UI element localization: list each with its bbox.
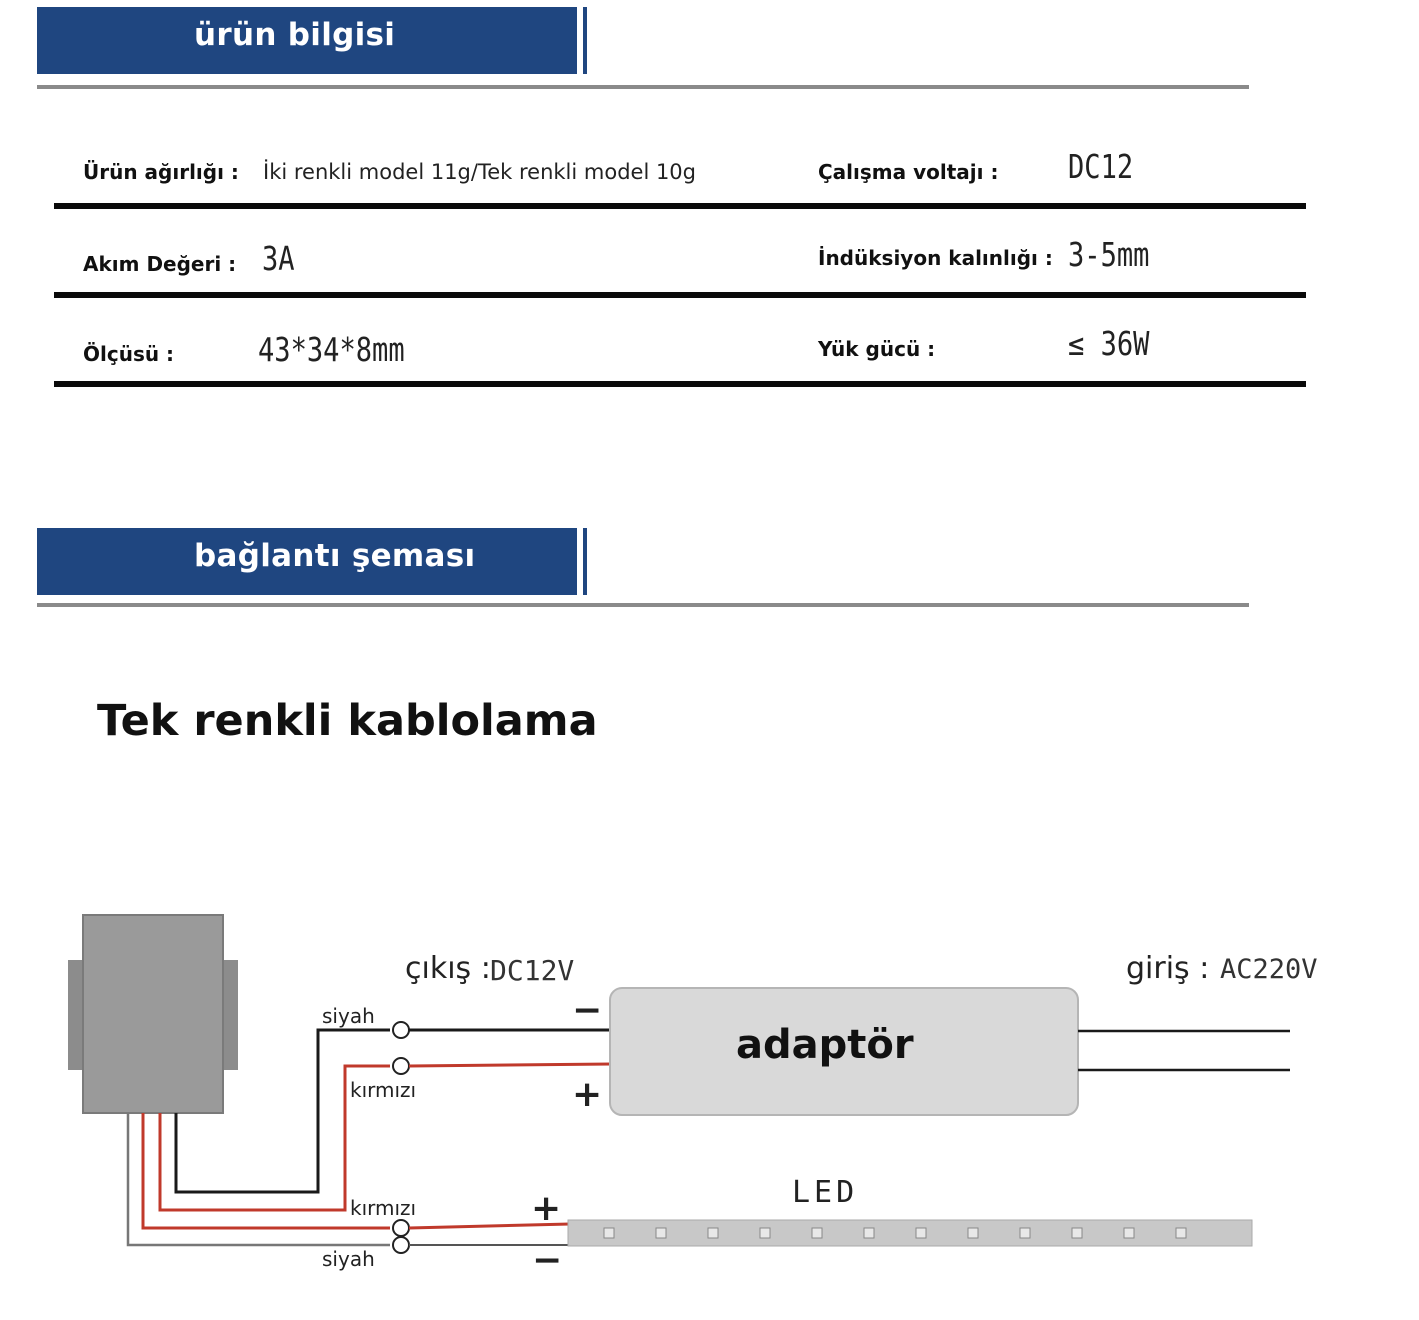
input-value: AC220V <box>1220 954 1318 985</box>
weight-value: İki renkli model 11g/Tek renkli model 10g <box>263 160 697 184</box>
wire-label-red-top: kırmızı <box>350 1078 417 1102</box>
wiring-diagram <box>0 860 1419 1320</box>
row-divider <box>54 292 1306 298</box>
wire-label-black-bottom: siyah <box>322 1247 375 1271</box>
wiring-heading: Tek renkli kablolama <box>97 696 598 746</box>
section-header-wiring <box>37 528 577 595</box>
output-value: DC12V <box>490 954 575 987</box>
led-plus-sign: + <box>531 1188 562 1229</box>
current-value: 3A <box>262 239 295 278</box>
wire-red-out <box>409 1064 612 1066</box>
section-title: bağlantı şeması <box>194 538 476 574</box>
section-header-accent <box>583 528 587 595</box>
size-value: 43*34*8mm <box>258 330 405 369</box>
section-divider <box>37 85 1249 89</box>
load-value: ≤ 36W <box>1068 324 1150 363</box>
voltage-value: DC12 <box>1068 147 1134 186</box>
load-label: Yük gücü : <box>818 337 936 361</box>
adapter-minus-sign: − <box>572 990 603 1031</box>
section-header-product-info <box>37 7 577 74</box>
row-divider <box>54 381 1306 387</box>
wire-grey <box>128 1113 390 1245</box>
section-divider <box>37 603 1249 607</box>
terminal-icon <box>393 1237 409 1253</box>
wire-label-red-bottom: kırmızı <box>350 1196 417 1220</box>
section-header-accent <box>583 7 587 74</box>
thickness-label: İndüksiyon kalınlığı : <box>818 246 1053 270</box>
section-title: ürün bilgisi <box>194 17 396 53</box>
adapter-label: adaptör <box>736 1022 914 1068</box>
output-label: çıkış : <box>405 951 491 986</box>
terminal-icon <box>393 1220 409 1236</box>
led-strip-icon <box>568 1220 1252 1246</box>
adapter-plus-sign: + <box>572 1074 603 1115</box>
terminal-icon <box>393 1058 409 1074</box>
controller-module-icon <box>68 915 238 1113</box>
row-divider <box>54 203 1306 209</box>
current-label: Akım Değeri : <box>83 252 237 276</box>
voltage-label: Çalışma voltajı : <box>818 160 999 184</box>
size-label: Ölçüsü : <box>83 342 175 366</box>
led-label: LED <box>792 1175 859 1210</box>
weight-label: Ürün ağırlığı : <box>83 160 239 184</box>
terminal-icon <box>393 1022 409 1038</box>
led-minus-sign: − <box>532 1240 563 1281</box>
thickness-value: 3-5mm <box>1068 235 1150 274</box>
wire-label-black-top: siyah <box>322 1004 375 1028</box>
input-label: giriş : <box>1126 951 1210 986</box>
